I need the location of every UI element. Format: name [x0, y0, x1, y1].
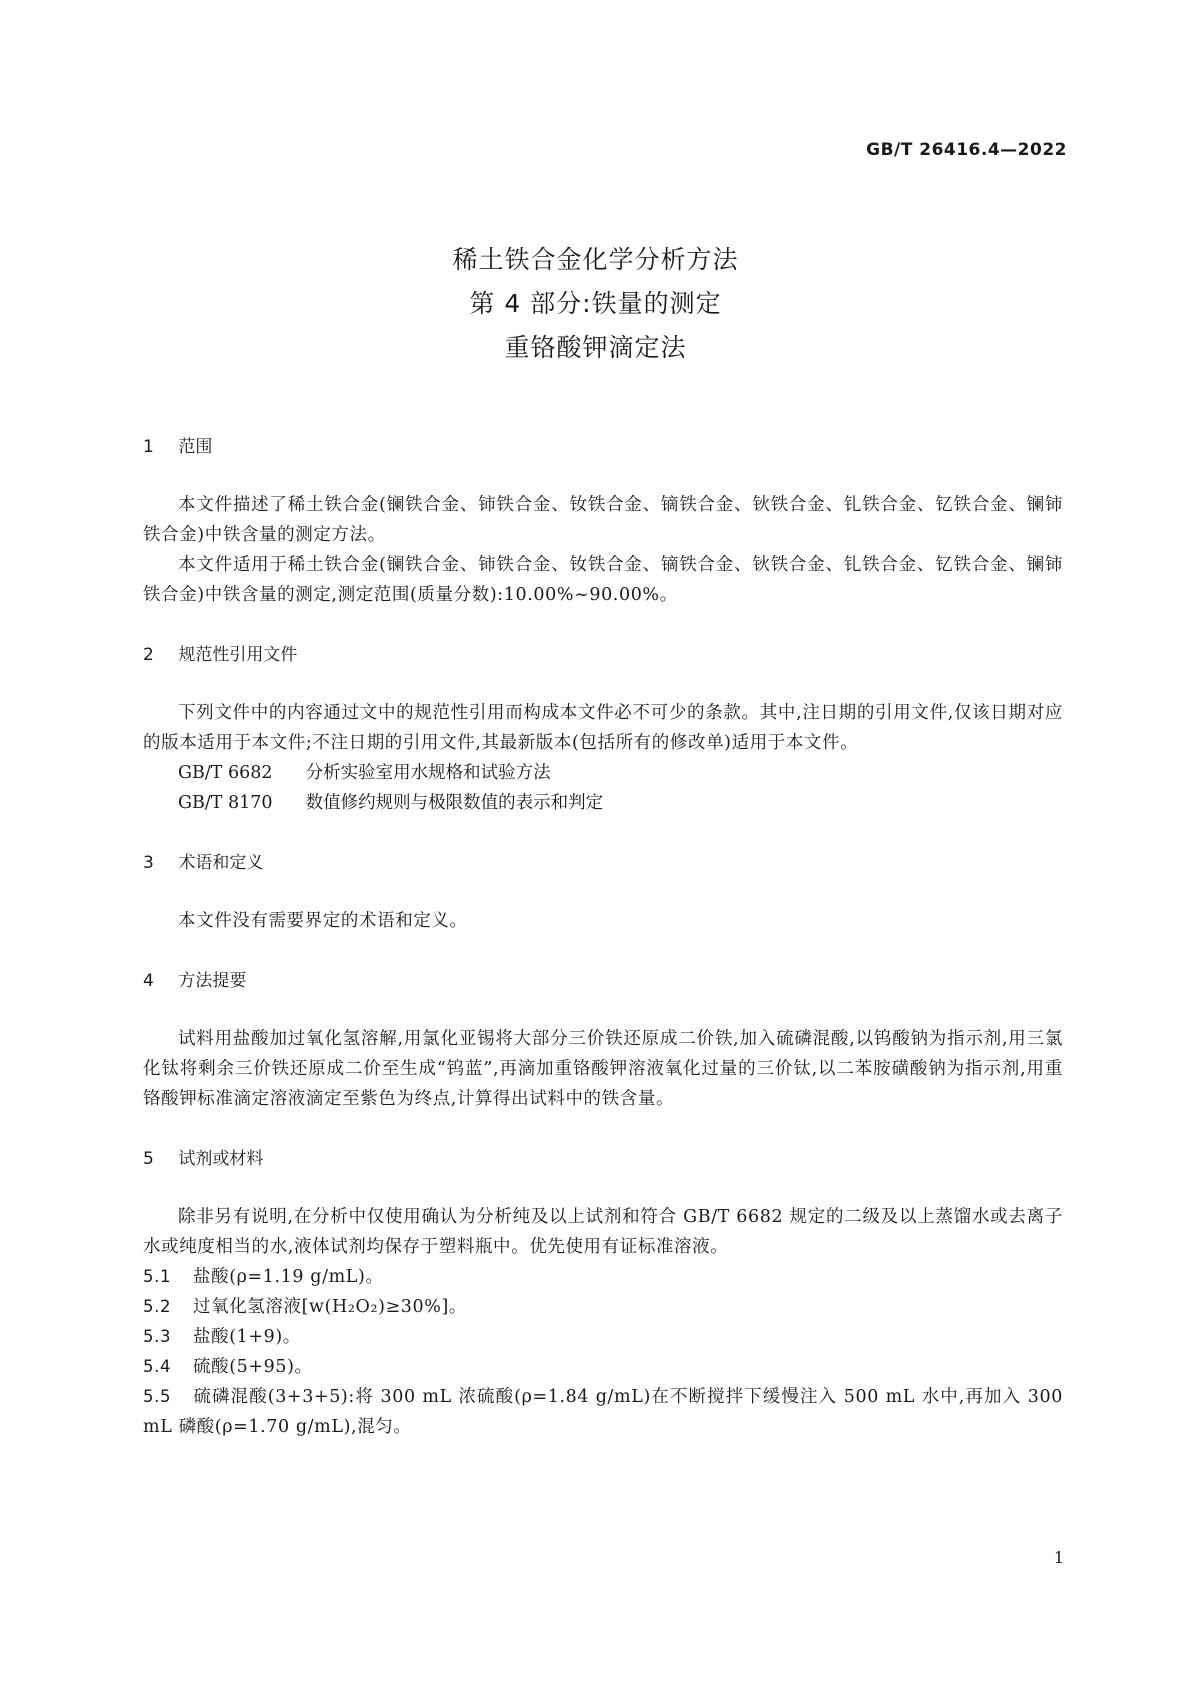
clause-item — [143, 1322, 1063, 1352]
section-heading — [143, 432, 1063, 462]
paragraph: 本文件没有需要界定的术语和定义。 — [178, 911, 468, 931]
clause-text: 硫酸(5+95)。 — [193, 1357, 313, 1377]
reference-code: GB/T 8170 — [178, 793, 273, 813]
section-heading — [143, 966, 1063, 996]
section-principle — [143, 966, 1063, 1114]
clause-text: 盐酸(ρ=1.19 g/mL)。 — [193, 1267, 384, 1287]
section-heading — [143, 640, 1063, 670]
section-title: 规范性引用文件 — [178, 645, 298, 665]
document-code: GB/T 26416.4—2022 — [866, 140, 1067, 160]
reference-title: 分析实验室用水规格和试验方法 — [305, 763, 551, 783]
section-terms-definitions — [143, 848, 1063, 936]
clause-number: 5.1 — [143, 1267, 172, 1286]
section-scope — [143, 432, 1063, 610]
document-body — [143, 432, 1063, 1442]
section-number: 4 — [143, 971, 154, 991]
clause-item — [143, 1382, 1063, 1442]
clause-number: 5.4 — [143, 1357, 172, 1376]
section-heading — [143, 848, 1063, 878]
section-reagents — [143, 1144, 1063, 1442]
title-line-3: 重铬酸钾滴定法 — [504, 333, 687, 362]
title-line-1: 稀土铁合金化学分析方法 — [452, 245, 739, 274]
section-title: 术语和定义 — [178, 853, 264, 873]
section-title: 试剂或材料 — [178, 1149, 264, 1169]
section-number: 3 — [143, 853, 154, 873]
section-number: 2 — [143, 645, 154, 665]
clause-number: 5.5 — [143, 1387, 172, 1406]
paragraph: 下列文件中的内容通过文中的规范性引用而构成本文件必不可少的条款。其中,注日期的引用文件,仅该日期对应的版本适用于本文件;不注日期的引用文件,其最新版本(包括所有的修改单)适用于本文件。 — [143, 703, 1063, 753]
reference-item — [143, 788, 1063, 818]
section-number: 5 — [143, 1149, 154, 1169]
reference-code: GB/T 6682 — [178, 763, 273, 783]
section-title: 范围 — [178, 437, 213, 457]
reference-item — [143, 758, 1063, 788]
clause-text: 硫磷混酸(3+3+5):将 300 mL 浓硫酸(ρ=1.84 g/mL)在不断搅拌下缓慢注入 500 mL 水中,再加入 300 mL 磷酸(ρ=1.70 g/mL),混匀。 — [143, 1387, 1063, 1437]
paragraph: 本文件描述了稀土铁合金(镧铁合金、铈铁合金、钕铁合金、镝铁合金、钬铁合金、钆铁合金、钇铁合金、镧铈铁合金)中铁含量的测定方法。 — [143, 495, 1063, 545]
paragraph: 本文件适用于稀土铁合金(镧铁合金、铈铁合金、钕铁合金、镝铁合金、钬铁合金、钆铁合金、钇铁合金、镧铈铁合金)中铁含量的测定,测定范围(质量分数):10.00%~90.00%。 — [143, 555, 1063, 605]
reference-title: 数值修约规则与极限数值的表示和判定 — [305, 793, 604, 813]
section-number: 1 — [143, 437, 154, 457]
section-normative-references — [143, 640, 1063, 818]
section-heading — [143, 1144, 1063, 1174]
paragraph: 除非另有说明,在分析中仅使用确认为分析纯及以上试剂和符合 GB/T 6682 规定的二级及以上蒸馏水或去离子水或纯度相当的水,液体试剂均保存于塑料瓶中。优先使用有证标准溶液。 — [143, 1207, 1063, 1257]
clause-item — [143, 1292, 1063, 1322]
clause-number: 5.2 — [143, 1297, 172, 1316]
clause-text: 盐酸(1+9)。 — [193, 1327, 301, 1347]
page-number: 1 — [1053, 1548, 1064, 1567]
clause-text: 过氧化氢溶液[w(H₂O₂)≥30%]。 — [193, 1297, 467, 1317]
document-title — [0, 238, 1191, 370]
clause-number: 5.3 — [143, 1327, 172, 1346]
section-title: 方法提要 — [178, 971, 247, 991]
clause-item — [143, 1262, 1063, 1292]
title-line-2: 第 4 部分:铁量的测定 — [469, 289, 722, 318]
paragraph: 试料用盐酸加过氧化氢溶解,用氯化亚锡将大部分三价铁还原成二价铁,加入硫磷混酸,以钨酸钠为指示剂,用三氯化钛将剩余三价铁还原成二价至生成“钨蓝”,再滴加重铬酸钾溶液氧化过量的三价钛,以二苯胺磺酸钠为指示剂,用重铬酸钾标准滴定溶液滴定至紫色为终点,计算得出试料中的铁含量。 — [143, 1029, 1063, 1109]
clause-item — [143, 1352, 1063, 1382]
